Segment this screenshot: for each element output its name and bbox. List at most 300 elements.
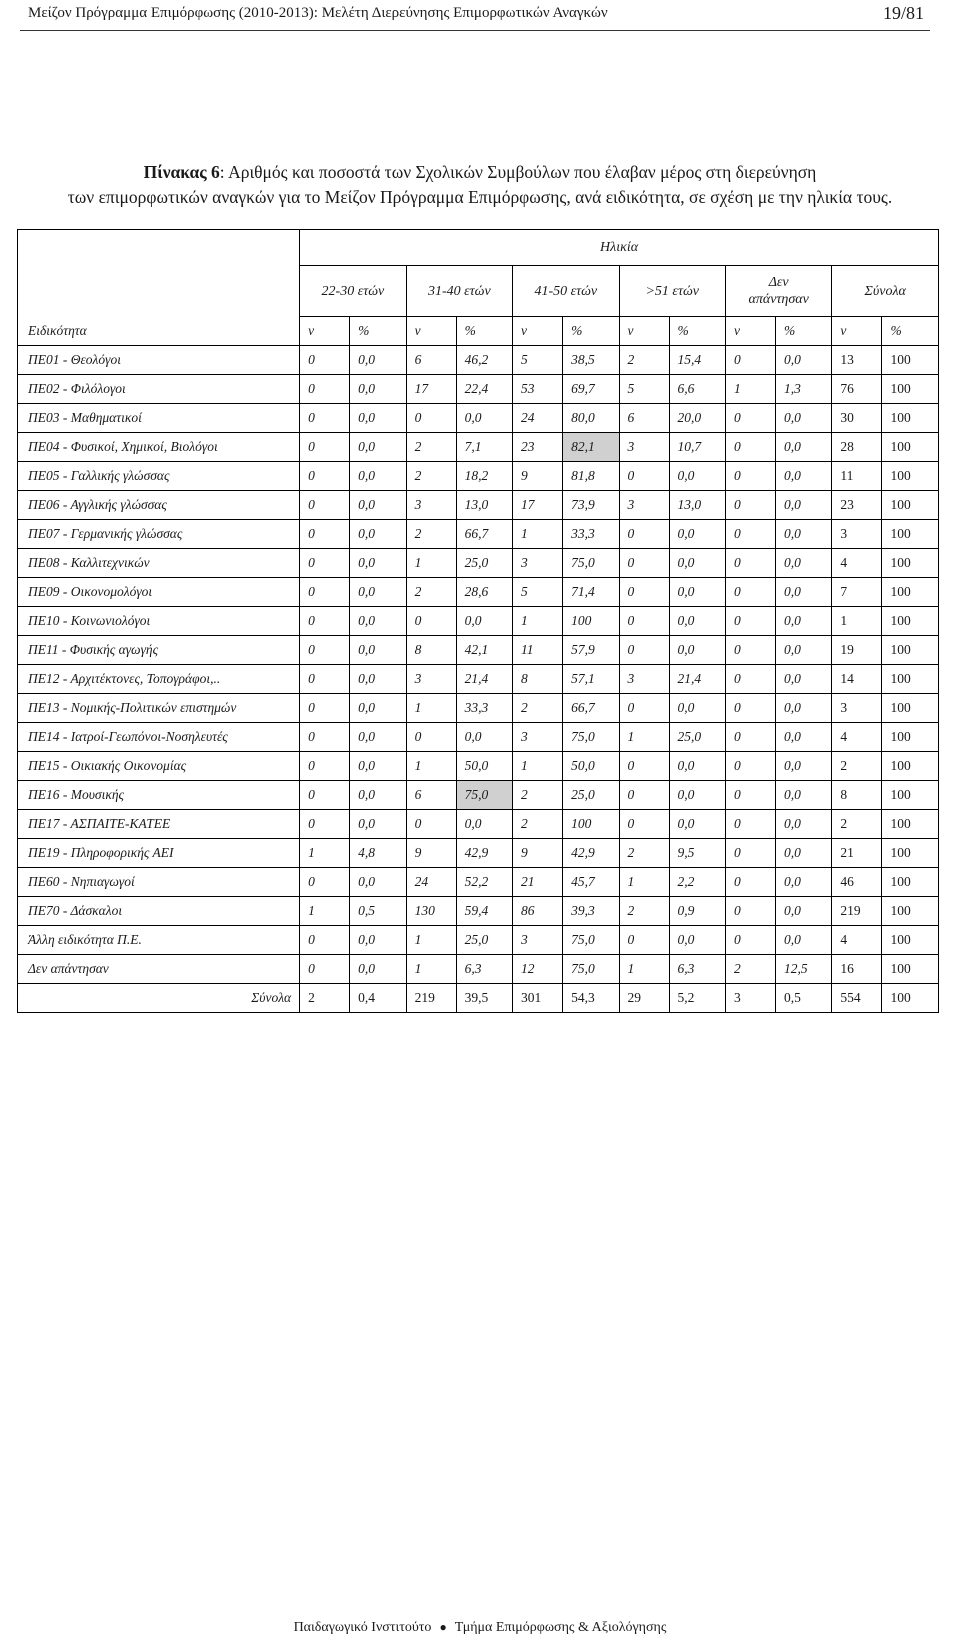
age-group-header: Ηλικία xyxy=(300,230,939,266)
specialty-label: Άλλη ειδικότητα Π.Ε. xyxy=(18,926,300,955)
table-cell: 0,9 xyxy=(669,897,725,926)
table-cell: 3 xyxy=(406,491,456,520)
table-cell: 0,0 xyxy=(350,433,406,462)
table-cell: 2 xyxy=(406,462,456,491)
table-cell: 0 xyxy=(725,346,775,375)
table-cell: 0,0 xyxy=(775,520,831,549)
table-cell: 0 xyxy=(619,607,669,636)
table-cell: 100 xyxy=(882,636,939,665)
table-cell: 4,8 xyxy=(350,839,406,868)
table-cell: 4 xyxy=(832,926,882,955)
table-cell: 0,0 xyxy=(775,839,831,868)
table-cell: 3 xyxy=(406,665,456,694)
table-cell: 0,0 xyxy=(775,491,831,520)
table-row xyxy=(18,578,939,607)
table-cell: 0 xyxy=(619,636,669,665)
table-cell: 2 xyxy=(619,839,669,868)
table-cell: 0,0 xyxy=(350,665,406,694)
table-cell: 0 xyxy=(725,723,775,752)
table-cell: 75,0 xyxy=(563,723,619,752)
table-cell: 0,0 xyxy=(775,346,831,375)
table-cell: 0,0 xyxy=(350,723,406,752)
table-cell: 1 xyxy=(725,375,775,404)
document-title: Μείζον Πρόγραμμα Επιμόρφωσης (2010-2013): Μελέτη Διερεύνησης Επιμορφωτικών Αναγκών xyxy=(28,5,608,21)
table-row xyxy=(18,346,939,375)
table-cell: 100 xyxy=(882,926,939,955)
table-cell: 0 xyxy=(300,346,350,375)
table-cell: 0,0 xyxy=(775,433,831,462)
table-cell: 6,3 xyxy=(669,955,725,984)
table-cell: 0 xyxy=(619,926,669,955)
table-cell: 13,0 xyxy=(669,491,725,520)
table-cell: 7,1 xyxy=(456,433,512,462)
table-row xyxy=(18,694,939,723)
table-cell: 2 xyxy=(513,810,563,839)
table-cell: 38,5 xyxy=(563,346,619,375)
table-cell: 1 xyxy=(619,955,669,984)
table-cell: 6,3 xyxy=(456,955,512,984)
table-cell: 0 xyxy=(406,810,456,839)
table-cell: 0,0 xyxy=(350,607,406,636)
table-cell: 100 xyxy=(882,404,939,433)
table-cell: 24 xyxy=(406,868,456,897)
table-cell: 14 xyxy=(832,665,882,694)
table-cell: 0,0 xyxy=(456,404,512,433)
table-cell: 0,0 xyxy=(350,462,406,491)
table-cell: 0 xyxy=(725,810,775,839)
table-cell: 3 xyxy=(513,723,563,752)
table-cell: 0 xyxy=(725,462,775,491)
table-cell: 21,4 xyxy=(456,665,512,694)
table-cell: 9,5 xyxy=(669,839,725,868)
table-cell: 0 xyxy=(725,607,775,636)
table-cell: 100 xyxy=(882,897,939,926)
table-cell: 0 xyxy=(725,636,775,665)
table-cell: 3 xyxy=(619,665,669,694)
table-cell: 100 xyxy=(882,955,939,984)
page-footer xyxy=(0,1620,960,1636)
totals-cell: 54,3 xyxy=(563,984,619,1013)
specialty-label: ΠΕ17 - ΑΣΠΑΙΤΕ-ΚΑΤΕΕ xyxy=(18,810,300,839)
table-cell: 75,0 xyxy=(563,955,619,984)
specialty-label: Δεν απάντησαν xyxy=(18,955,300,984)
table-cell: 0,0 xyxy=(350,520,406,549)
table-cell: 1 xyxy=(406,752,456,781)
table-cell: 42,9 xyxy=(456,839,512,868)
table-row xyxy=(18,433,939,462)
table-cell: 2 xyxy=(619,346,669,375)
table-cell: 25,0 xyxy=(669,723,725,752)
table-cell: 100 xyxy=(882,839,939,868)
totals-cell: 29 xyxy=(619,984,669,1013)
table-cell: 100 xyxy=(563,607,619,636)
table-cell: 0,0 xyxy=(775,607,831,636)
table-cell: 5 xyxy=(513,578,563,607)
table-cell: 130 xyxy=(406,897,456,926)
table-row xyxy=(18,549,939,578)
totals-label: Σύνολα xyxy=(18,984,300,1013)
table-cell: 17 xyxy=(513,491,563,520)
totals-cell: 3 xyxy=(725,984,775,1013)
totals-header: Σύνολα xyxy=(832,266,939,317)
table-cell: 30 xyxy=(832,404,882,433)
table-cell: 5 xyxy=(513,346,563,375)
specialty-label: ΠΕ16 - Μουσικής xyxy=(18,781,300,810)
table-row xyxy=(18,375,939,404)
table-cell: 0,0 xyxy=(350,955,406,984)
table-cell: 0 xyxy=(619,549,669,578)
table-row xyxy=(18,926,939,955)
table-cell: 100 xyxy=(882,346,939,375)
table-cell: 0,5 xyxy=(350,897,406,926)
table-cell: 73,9 xyxy=(563,491,619,520)
subheader-row xyxy=(18,317,939,346)
sub-n: ν xyxy=(619,317,669,346)
table-cell: 8 xyxy=(513,665,563,694)
table-cell: 75,0 xyxy=(563,549,619,578)
table-cell: 0,0 xyxy=(775,694,831,723)
table-cell: 69,7 xyxy=(563,375,619,404)
table-cell: 0,0 xyxy=(350,868,406,897)
sub-pct: % xyxy=(775,317,831,346)
table-cell: 0,0 xyxy=(775,752,831,781)
table-cell: 2 xyxy=(406,433,456,462)
table-cell: 219 xyxy=(832,897,882,926)
table-cell: 0,0 xyxy=(775,549,831,578)
table-cell: 100 xyxy=(563,810,619,839)
table-cell: 0 xyxy=(406,607,456,636)
table-cell: 1 xyxy=(300,839,350,868)
table-cell: 0 xyxy=(725,839,775,868)
specialty-label: ΠΕ02 - Φιλόλογοι xyxy=(18,375,300,404)
table-cell: 5 xyxy=(619,375,669,404)
table-cell: 21,4 xyxy=(669,665,725,694)
table-cell: 42,1 xyxy=(456,636,512,665)
table-row xyxy=(18,607,939,636)
table-cell: 0 xyxy=(725,694,775,723)
totals-cell: 2 xyxy=(300,984,350,1013)
table-cell: 0,0 xyxy=(669,607,725,636)
table-row xyxy=(18,839,939,868)
table-cell: 0,0 xyxy=(669,752,725,781)
table-cell: 75,0 xyxy=(563,926,619,955)
table-cell: 0 xyxy=(619,752,669,781)
table-cell: 1 xyxy=(619,868,669,897)
table-cell: 100 xyxy=(882,549,939,578)
group-header-row xyxy=(18,230,939,266)
totals-cell: 100 xyxy=(882,984,939,1013)
table-cell: 0,0 xyxy=(775,462,831,491)
table-cell: 1,3 xyxy=(775,375,831,404)
table-row xyxy=(18,868,939,897)
table-cell: 8 xyxy=(832,781,882,810)
caption-text-line1: : Αριθμός και ποσοστά των Σχολικών Συμβούλων που έλαβαν μέρος στη διερεύνηση xyxy=(219,162,817,182)
table-cell: 100 xyxy=(882,433,939,462)
table-cell: 28,6 xyxy=(456,578,512,607)
table-cell: 0 xyxy=(725,781,775,810)
table-cell: 0 xyxy=(725,433,775,462)
table-cell: 1 xyxy=(513,607,563,636)
table-cell: 0 xyxy=(300,694,350,723)
specialty-column-header: Ειδικότητα xyxy=(18,317,300,346)
table-cell: 0 xyxy=(725,868,775,897)
table-cell: 0 xyxy=(300,723,350,752)
table-cell: 0,0 xyxy=(350,926,406,955)
table-cell: 0 xyxy=(619,810,669,839)
table-cell: 0 xyxy=(300,375,350,404)
table-cell: 23 xyxy=(513,433,563,462)
specialty-label: ΠΕ07 - Γερμανικής γλώσσας xyxy=(18,520,300,549)
table-cell: 0,0 xyxy=(350,752,406,781)
table-cell: 6 xyxy=(619,404,669,433)
table-cell: 0,0 xyxy=(669,578,725,607)
table-cell: 2 xyxy=(725,955,775,984)
table-cell: 42,9 xyxy=(563,839,619,868)
table-row xyxy=(18,665,939,694)
footer-department: Τμήμα Επιμόρφωσης & Αξιολόγησης xyxy=(454,1620,667,1635)
table-cell: 1 xyxy=(513,520,563,549)
table-cell: 22,4 xyxy=(456,375,512,404)
totals-cell: 301 xyxy=(513,984,563,1013)
no-answer-header: Δεν απάντησαν xyxy=(725,266,831,317)
specialty-label: ΠΕ11 - Φυσικής αγωγής xyxy=(18,636,300,665)
table-cell: 0 xyxy=(300,549,350,578)
table-cell: 0 xyxy=(619,462,669,491)
table-cell: 46 xyxy=(832,868,882,897)
totals-cell: 39,5 xyxy=(456,984,512,1013)
table-cell: 2 xyxy=(406,520,456,549)
specialty-label: ΠΕ70 - Δάσκαλοι xyxy=(18,897,300,926)
table-cell: 13 xyxy=(832,346,882,375)
table-cell: 0,0 xyxy=(350,375,406,404)
specialty-label: ΠΕ19 - Πληροφορικής ΑΕΙ xyxy=(18,839,300,868)
sub-n: ν xyxy=(406,317,456,346)
table-cell: 2 xyxy=(406,578,456,607)
table-cell: 1 xyxy=(619,723,669,752)
table-row xyxy=(18,897,939,926)
table-cell: 100 xyxy=(882,462,939,491)
table-cell: 25,0 xyxy=(456,926,512,955)
table-row xyxy=(18,462,939,491)
table-cell: 0 xyxy=(619,694,669,723)
table-cell: 6,6 xyxy=(669,375,725,404)
table-cell: 50,0 xyxy=(456,752,512,781)
table-cell: 86 xyxy=(513,897,563,926)
totals-cell: 5,2 xyxy=(669,984,725,1013)
table-cell: 0 xyxy=(300,578,350,607)
totals-cell: 554 xyxy=(832,984,882,1013)
table-cell: 100 xyxy=(882,868,939,897)
table-cell: 0,0 xyxy=(669,781,725,810)
table-cell: 1 xyxy=(513,752,563,781)
table-cell: 100 xyxy=(882,491,939,520)
table-cell: 0,0 xyxy=(669,694,725,723)
table-row xyxy=(18,955,939,984)
table-row xyxy=(18,491,939,520)
totals-cell: 0,5 xyxy=(775,984,831,1013)
table-row xyxy=(18,781,939,810)
table-cell: 24 xyxy=(513,404,563,433)
table-cell: 3 xyxy=(619,433,669,462)
table-cell: 15,4 xyxy=(669,346,725,375)
table-cell: 2,2 xyxy=(669,868,725,897)
table-cell: 100 xyxy=(882,810,939,839)
table-cell: 28 xyxy=(832,433,882,462)
table-cell: 1 xyxy=(300,897,350,926)
table-cell: 100 xyxy=(882,694,939,723)
table-cell: 9 xyxy=(513,839,563,868)
table-cell: 0,0 xyxy=(775,781,831,810)
totals-cell: 219 xyxy=(406,984,456,1013)
table-cell: 11 xyxy=(832,462,882,491)
table-cell: 100 xyxy=(882,723,939,752)
table-row xyxy=(18,636,939,665)
table-cell: 3 xyxy=(513,549,563,578)
table-cell: 16 xyxy=(832,955,882,984)
table-cell: 100 xyxy=(882,752,939,781)
table-cell: 25,0 xyxy=(456,549,512,578)
table-cell: 2 xyxy=(513,781,563,810)
table-cell: 0 xyxy=(300,433,350,462)
table-cell: 19 xyxy=(832,636,882,665)
table-cell: 80,0 xyxy=(563,404,619,433)
specialty-label: ΠΕ60 - Νηπιαγωγοί xyxy=(18,868,300,897)
table-caption xyxy=(0,160,960,210)
table-cell: 0,0 xyxy=(350,781,406,810)
table-cell: 0,0 xyxy=(350,549,406,578)
table-cell: 0 xyxy=(300,955,350,984)
table-cell: 0,0 xyxy=(669,810,725,839)
specialty-label: ΠΕ03 - Μαθηματικοί xyxy=(18,404,300,433)
table-cell: 6 xyxy=(406,781,456,810)
table-cell: 3 xyxy=(832,520,882,549)
table-cell: 3 xyxy=(619,491,669,520)
table-cell: 0,0 xyxy=(775,897,831,926)
table-row xyxy=(18,520,939,549)
page-number: 19/81 xyxy=(882,3,924,23)
specialty-label: ΠΕ06 - Αγγλικής γλώσσας xyxy=(18,491,300,520)
table-cell: 0,0 xyxy=(775,723,831,752)
table-cell: 0 xyxy=(300,868,350,897)
table-cell: 0 xyxy=(300,752,350,781)
table-cell: 0 xyxy=(300,520,350,549)
table-cell: 0,0 xyxy=(350,810,406,839)
specialty-label: ΠΕ08 - Καλλιτεχνικών xyxy=(18,549,300,578)
table-cell: 13,0 xyxy=(456,491,512,520)
table-cell: 21 xyxy=(832,839,882,868)
table-cell: 0,0 xyxy=(669,520,725,549)
table-cell: 46,2 xyxy=(456,346,512,375)
table-cell: 100 xyxy=(882,520,939,549)
table-cell: 0,0 xyxy=(456,607,512,636)
table-cell: 0,0 xyxy=(350,636,406,665)
table-cell: 4 xyxy=(832,549,882,578)
table-cell: 12 xyxy=(513,955,563,984)
table-cell: 66,7 xyxy=(563,694,619,723)
table-cell: 0,0 xyxy=(669,549,725,578)
table-cell: 0 xyxy=(725,578,775,607)
table-cell: 52,2 xyxy=(456,868,512,897)
table-cell: 0,0 xyxy=(350,491,406,520)
caption-text-line2: των επιμορφωτικών αναγκών για το Μείζον Πρόγραμμα Επιμόρφωσης, ανά ειδικότητα, σε σχέση με την ηλικία τους. xyxy=(67,187,893,207)
table-cell: 25,0 xyxy=(563,781,619,810)
table-cell: 71,4 xyxy=(563,578,619,607)
table-cell: 0,0 xyxy=(669,462,725,491)
table-cell: 10,7 xyxy=(669,433,725,462)
specialty-label: ΠΕ09 - Οικονομολόγοι xyxy=(18,578,300,607)
table-cell: 75,0 xyxy=(456,781,512,810)
table-cell: 100 xyxy=(882,578,939,607)
sub-n: ν xyxy=(832,317,882,346)
specialty-label: ΠΕ10 - Κοινωνιολόγοι xyxy=(18,607,300,636)
table-cell: 0,0 xyxy=(350,404,406,433)
table-cell: 0,0 xyxy=(669,636,725,665)
table-cell: 33,3 xyxy=(456,694,512,723)
table-cell: 0 xyxy=(619,578,669,607)
table-cell: 1 xyxy=(406,549,456,578)
table-cell: 57,9 xyxy=(563,636,619,665)
table-cell: 82,1 xyxy=(563,433,619,462)
table-cell: 17 xyxy=(406,375,456,404)
table-cell: 0 xyxy=(725,404,775,433)
table-cell: 9 xyxy=(406,839,456,868)
table-row xyxy=(18,404,939,433)
sub-pct: % xyxy=(669,317,725,346)
table-cell: 0,0 xyxy=(350,694,406,723)
table-cell: 1 xyxy=(406,694,456,723)
age-41-50-header: 41-50 ετών xyxy=(513,266,619,317)
table-cell: 76 xyxy=(832,375,882,404)
table-cell: 23 xyxy=(832,491,882,520)
sub-n: ν xyxy=(513,317,563,346)
table-cell: 2 xyxy=(513,694,563,723)
table-cell: 0 xyxy=(619,781,669,810)
table-cell: 0,0 xyxy=(456,810,512,839)
totals-row xyxy=(18,984,939,1013)
table-cell: 7 xyxy=(832,578,882,607)
table-cell: 57,1 xyxy=(563,665,619,694)
sub-pct: % xyxy=(456,317,512,346)
table-cell: 3 xyxy=(832,694,882,723)
table-cell: 45,7 xyxy=(563,868,619,897)
table-cell: 0 xyxy=(725,491,775,520)
table-cell: 0,0 xyxy=(350,346,406,375)
table-body xyxy=(18,346,939,1013)
sub-n: ν xyxy=(300,317,350,346)
age-31-40-header: 31-40 ετών xyxy=(406,266,512,317)
table-row xyxy=(18,723,939,752)
table-cell: 4 xyxy=(832,723,882,752)
table-cell: 0,0 xyxy=(456,723,512,752)
table-cell: 1 xyxy=(832,607,882,636)
specialty-label: ΠΕ15 - Οικιακής Οικονομίας xyxy=(18,752,300,781)
sub-pct: % xyxy=(350,317,406,346)
table-cell: 0 xyxy=(725,926,775,955)
table-cell: 0 xyxy=(725,752,775,781)
table-cell: 20,0 xyxy=(669,404,725,433)
table-cell: 2 xyxy=(619,897,669,926)
table-row xyxy=(18,752,939,781)
totals-cell: 0,4 xyxy=(350,984,406,1013)
table-cell: 0 xyxy=(406,404,456,433)
table-cell: 100 xyxy=(882,781,939,810)
table-cell: 0,0 xyxy=(350,578,406,607)
table-cell: 0,0 xyxy=(775,868,831,897)
table-cell: 0 xyxy=(725,665,775,694)
table-cell: 0 xyxy=(725,549,775,578)
table-cell: 100 xyxy=(882,375,939,404)
specialty-label: ΠΕ05 - Γαλλικής γλώσσας xyxy=(18,462,300,491)
